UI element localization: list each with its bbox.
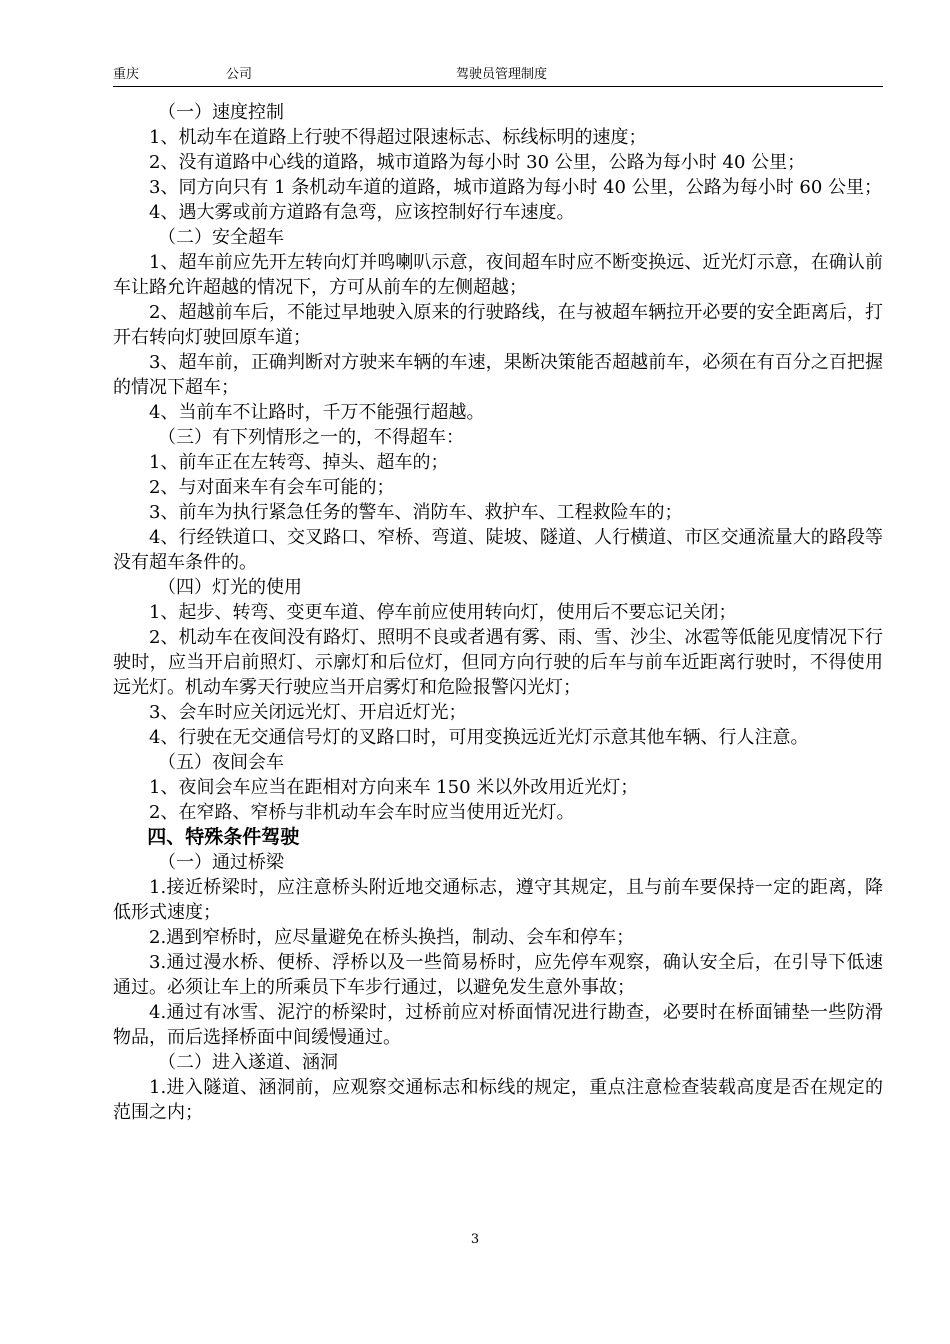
body-paragraph: 4、遇大雾或前方道路有急弯，应该控制好行车速度。 xyxy=(149,202,575,223)
body-paragraph: 1.进入隧道、涵洞前，应观察交通标志和标线的规定，重点注意检查装载高度是否在规定的范围之内； xyxy=(113,1077,883,1123)
header-company: 公司 xyxy=(226,67,253,82)
section-heading: 四、特殊条件驾驶 xyxy=(147,826,300,848)
body-paragraph: 1、超车前应先开左转向灯并鸣喇叭示意，夜间超车时应不断变换远、近光灯示意，在确认前车让路允许超越的情况下，方可从前车的左侧超越； xyxy=(113,252,883,298)
page-number: 3 xyxy=(470,1232,480,1247)
body-paragraph: 1、机动车在道路上行驶不得超过限速标志、标线标明的速度； xyxy=(149,127,647,148)
body-paragraph: 2、没有道路中心线的道路，城市道路为每小时 30 公里，公路为每小时 40 公里； xyxy=(149,152,806,173)
subsection-heading: （五）夜间会车 xyxy=(158,752,284,773)
subsection-heading: （二）安全超车 xyxy=(158,227,284,248)
body-paragraph: 3、前车为执行紧急任务的警车、消防车、救护车、工程救险车的； xyxy=(149,502,683,523)
body-paragraph: 4、当前车不让路时，千万不能强行超越。 xyxy=(149,402,485,423)
body-paragraph: 1、前车正在左转弯、掉头、超车的； xyxy=(149,452,449,473)
body-paragraph: 2、机动车在夜间没有路灯、照明不良或者遇有雾、雨、雪、沙尘、冰雹等低能见度情况下行驶时，应当开启前照灯、示廓灯和后位灯，但同方向行驶的后车与前车近距离行驶时，不得使用远光灯。机动车雾天行驶应当开启雾灯和危险报警闪光灯； xyxy=(113,627,883,698)
subsection-heading: （四）灯光的使用 xyxy=(158,577,302,598)
header-doc-title: 驾驶员管理制度 xyxy=(456,67,548,82)
body-paragraph: 1.接近桥梁时，应注意桥头附近地交通标志，遵守其规定，且与前车要保持一定的距离，降低形式速度； xyxy=(113,877,883,923)
body-paragraph: 1、夜间会车应当在距相对方向来车 150 米以外改用近光灯； xyxy=(149,777,639,798)
subsection-heading: （一）通过桥梁 xyxy=(158,852,284,873)
body-paragraph: 4.通过有冰雪、泥泞的桥梁时，过桥前应对桥面情况进行勘查，必要时在桥面铺垫一些防滑物品，而后选择桥面中间缓慢通过。 xyxy=(113,1002,883,1048)
body-paragraph: 2、与对面来车有会车可能的； xyxy=(149,477,395,498)
subsection-heading: （二）进入遂道、涵洞 xyxy=(158,1052,338,1073)
body-paragraph: 2.遇到窄桥时，应尽量避免在桥头换挡，制动、会车和停车； xyxy=(149,927,635,948)
subsection-heading: （一）速度控制 xyxy=(158,102,284,123)
header-city: 重庆 xyxy=(113,67,140,82)
body-paragraph: 4、行驶在无交通信号灯的叉路口时，可用变换远近光灯示意其他车辆、行人注意。 xyxy=(149,727,809,748)
body-paragraph: 4、行经铁道口、交叉路口、窄桥、弯道、陡坡、隧道、人行横道、市区交通流量大的路段等没有超车条件的。 xyxy=(113,527,883,573)
body-paragraph: 2、在窄路、窄桥与非机动车会车时应当使用近光灯。 xyxy=(149,802,575,823)
body-paragraph: 3、会车时应关闭远光灯、开启近灯光； xyxy=(149,702,467,723)
subsection-heading: （三）有下列情形之一的，不得超车： xyxy=(158,427,464,448)
document-body xyxy=(113,100,883,1125)
body-paragraph: 3.通过漫水桥、便桥、浮桥以及一些简易桥时，应先停车观察，确认安全后，在引导下低速通过。必须让车上的所乘员下车步行通过，以避免发生意外事故； xyxy=(113,952,883,998)
page-header xyxy=(113,64,883,87)
body-paragraph: 3、同方向只有 1 条机动车道的道路，城市道路为每小时 40 公里，公路为每小时 60 公里； xyxy=(149,177,883,198)
body-paragraph: 1、起步、转弯、变更车道、停车前应使用转向灯，使用后不要忘记关闭； xyxy=(149,602,737,623)
body-paragraph: 3、超车前，正确判断对方驶来车辆的车速，果断决策能否超越前车，必须在有百分之百把握的情况下超车； xyxy=(113,352,883,398)
body-paragraph: 2、超越前车后，不能过早地驶入原来的行驶路线，在与被超车辆拉开必要的安全距离后，打开右转向灯驶回原车道； xyxy=(113,302,883,348)
